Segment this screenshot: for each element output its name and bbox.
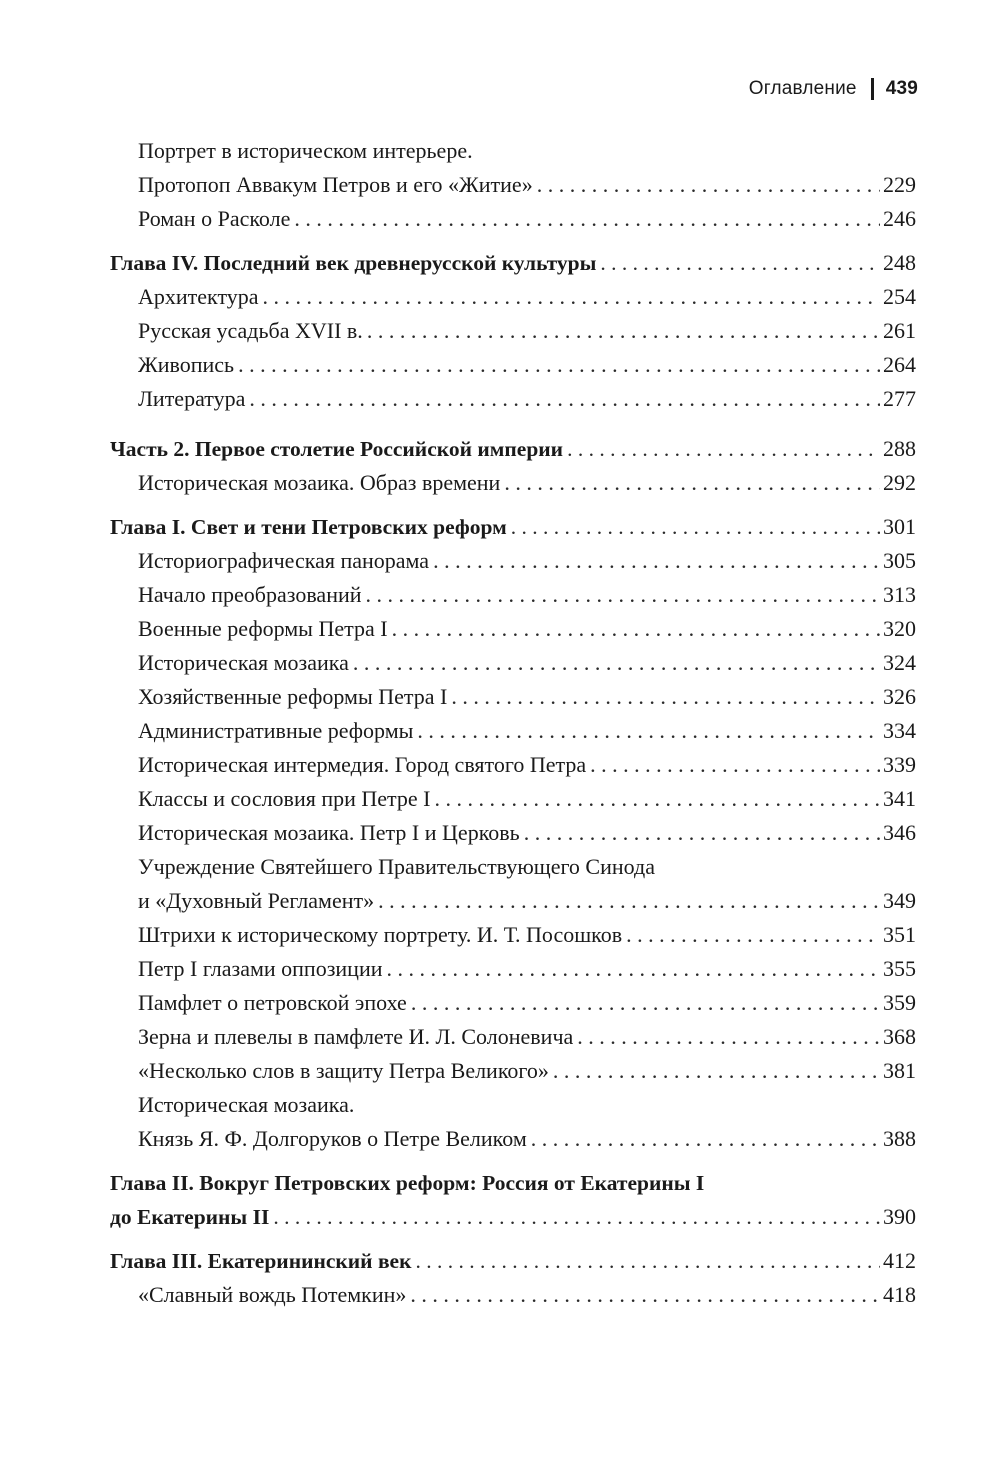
dot-leader (238, 348, 880, 382)
toc-entry-page-number: 368 (883, 1024, 916, 1049)
dot-leader (524, 816, 880, 850)
toc-entry-title: и «Духовный Регламент» (138, 888, 375, 913)
dot-leader (367, 314, 880, 348)
toc-heading-entry (110, 1166, 916, 1234)
toc-entry (110, 748, 916, 782)
toc-entry-title: Классы и сословия при Петре I (138, 786, 431, 811)
running-head-separator (871, 78, 874, 100)
dot-leader (249, 382, 880, 416)
toc-entry-title-line: Глава II. Вокруг Петровских реформ: Россия от Екатерины I (110, 1171, 705, 1195)
toc-entry-page-number: 246 (883, 206, 916, 231)
toc-entry (110, 382, 916, 416)
toc-entry-page-number: 346 (883, 820, 916, 845)
toc-entry-title: Штрихи к историческому портрету. И. Т. Посошков (138, 922, 623, 947)
toc-entry-line (138, 952, 916, 986)
toc-entry-title: Протопоп Аввакум Петров и его «Житие» (138, 172, 533, 197)
dot-leader (537, 168, 880, 202)
toc-entry (110, 646, 916, 680)
toc-entry-title: до Екатерины II (110, 1205, 270, 1229)
toc-entry-line (138, 578, 916, 612)
toc-entry-page-number: 351 (883, 922, 916, 947)
toc-entry-title: Часть 2. Первое столетие Российской империи (110, 437, 564, 461)
toc-entry-page-number: 248 (883, 250, 916, 275)
toc-heading-entry (110, 510, 916, 544)
toc-entry-page-number: 313 (883, 582, 916, 607)
toc-entry-title-line: Историческая мозаика. (138, 1092, 355, 1117)
dot-leader (531, 1122, 880, 1156)
toc-heading-entry (110, 246, 916, 280)
toc-entry-line (138, 348, 916, 382)
toc-entry-title: Административные реформы (138, 718, 414, 743)
toc-entry-page-number: 301 (883, 514, 916, 539)
toc-entry-title: Князь Я. Ф. Долгоруков о Петре Великом (138, 1126, 527, 1151)
toc-entry (110, 1088, 916, 1156)
toc-entry-page-number: 277 (883, 386, 916, 411)
dot-leader (353, 646, 880, 680)
toc-entry-page-number: 261 (883, 318, 916, 343)
table-of-contents (110, 134, 916, 1312)
toc-entry-page-number: 412 (883, 1248, 916, 1273)
dot-leader (433, 544, 880, 578)
dot-leader (273, 1200, 880, 1234)
toc-entry-line (138, 816, 916, 850)
toc-entry (110, 1054, 916, 1088)
toc-entry-title: Архитектура (138, 284, 259, 309)
toc-entry-page-number: 359 (883, 990, 916, 1015)
toc-entry-line (138, 544, 916, 578)
dot-leader (294, 202, 880, 236)
toc-entry-line (110, 1244, 916, 1278)
toc-entry-title: Военные реформы Петра I (138, 616, 388, 641)
toc-entry-page-number: 355 (883, 956, 916, 981)
toc-entry-line (138, 314, 916, 348)
dot-leader (263, 280, 880, 314)
toc-heading-entry (110, 432, 916, 466)
toc-entry (110, 578, 916, 612)
toc-entry-line (138, 1278, 916, 1312)
toc-entry (110, 952, 916, 986)
toc-entry-line (138, 714, 916, 748)
dot-leader (451, 680, 880, 714)
toc-entry-page-number: 339 (883, 752, 916, 777)
toc-heading-entry (110, 1244, 916, 1278)
toc-entry-title: «Славный вождь Потемкин» (138, 1282, 407, 1307)
dot-leader (387, 952, 881, 986)
toc-entry-line (138, 1054, 916, 1088)
toc-entry-line (138, 612, 916, 646)
dot-leader (626, 918, 880, 952)
toc-entry (110, 202, 916, 236)
toc-entry-title: Глава IV. Последний век древнерусской культуры (110, 251, 597, 275)
dot-leader (366, 578, 880, 612)
toc-entry-line (138, 280, 916, 314)
toc-entry-line (138, 1122, 916, 1156)
toc-entry-title: Зерна и плевелы в памфлете И. Л. Солоневича (138, 1024, 574, 1049)
toc-entry-line (110, 246, 916, 280)
dot-leader (577, 1020, 880, 1054)
toc-entry-page-number: 341 (883, 786, 916, 811)
toc-entry-page-number: 418 (883, 1282, 916, 1307)
toc-entry-title: Глава III. Екатерининский век (110, 1249, 412, 1273)
toc-entry-page-number: 326 (883, 684, 916, 709)
toc-entry-title: Русская усадьба XVII в. (138, 318, 363, 343)
toc-entry-title-line: Портрет в историческом интерьере. (138, 138, 473, 163)
toc-entry-title: Начало преобразований (138, 582, 362, 607)
toc-entry-title-line: Учреждение Святейшего Правительствующего Синода (138, 854, 655, 879)
toc-entry-page-number: 390 (883, 1204, 916, 1229)
toc-entry-page-number: 349 (883, 888, 916, 913)
toc-entry-page-number: 229 (883, 172, 916, 197)
toc-entry-title: Памфлет о петровской эпохе (138, 990, 407, 1015)
toc-entry (110, 1020, 916, 1054)
toc-entry-page-number: 305 (883, 548, 916, 573)
toc-entry-page-number: 334 (883, 718, 916, 743)
toc-entry-line (138, 782, 916, 816)
dot-leader (410, 1278, 880, 1312)
toc-entry-line (110, 432, 916, 466)
toc-entry-line (138, 646, 916, 680)
toc-entry (110, 782, 916, 816)
toc-entry (110, 134, 916, 202)
toc-entry (110, 918, 916, 952)
toc-entry (110, 850, 916, 918)
toc-entry-title: Историческая мозаика. Образ времени (138, 470, 501, 495)
page-number: 439 (885, 78, 918, 99)
toc-entry-line (138, 884, 916, 918)
dot-leader (392, 612, 880, 646)
toc-entry (110, 680, 916, 714)
toc-entry-title: «Несколько слов в защиту Петра Великого» (138, 1058, 549, 1083)
toc-entry (110, 986, 916, 1020)
dot-leader (600, 246, 880, 280)
toc-entry (110, 280, 916, 314)
toc-entry (110, 1278, 916, 1312)
dot-leader (553, 1054, 880, 1088)
toc-entry-title: Петр I глазами оппозиции (138, 956, 383, 981)
toc-entry-page-number: 254 (883, 284, 916, 309)
toc-entry-line (138, 680, 916, 714)
dot-leader (411, 986, 880, 1020)
toc-entry-title: Литература (138, 386, 246, 411)
toc-entry (110, 348, 916, 382)
dot-leader (378, 884, 880, 918)
toc-entry-line (138, 1020, 916, 1054)
dot-leader (511, 510, 880, 544)
running-head-title: Оглавление (748, 78, 857, 99)
toc-entry-line (138, 918, 916, 952)
toc-entry-line (138, 748, 916, 782)
toc-entry-page-number: 320 (883, 616, 916, 641)
dot-leader (504, 466, 880, 500)
toc-entry-page-number: 288 (883, 436, 916, 461)
toc-entry-title: Историографическая панорама (138, 548, 430, 573)
dot-leader (415, 1244, 880, 1278)
dot-leader (417, 714, 880, 748)
toc-entry-title: Историческая интермедия. Город святого Петра (138, 752, 587, 777)
dot-leader (567, 432, 880, 466)
running-head (749, 78, 918, 100)
toc-entry-title: Глава I. Свет и тени Петровских реформ (110, 515, 507, 539)
toc-entry-line (110, 510, 916, 544)
toc-entry-page-number: 324 (883, 650, 916, 675)
toc-entry-page-number: 292 (883, 470, 916, 495)
toc-entry-page-number: 381 (883, 1058, 916, 1083)
dot-leader (435, 782, 880, 816)
toc-entry-line (138, 168, 916, 202)
toc-entry-line (110, 1200, 916, 1234)
toc-entry (110, 314, 916, 348)
toc-entry (110, 612, 916, 646)
toc-entry (110, 466, 916, 500)
toc-entry-line (138, 466, 916, 500)
dot-leader (590, 748, 880, 782)
toc-entry-title: Хозяйственные реформы Петра I (138, 684, 448, 709)
toc-entry-page-number: 388 (883, 1126, 916, 1151)
toc-entry-title: Историческая мозаика (138, 650, 349, 675)
toc-entry-title: Роман о Расколе (138, 206, 291, 231)
toc-entry (110, 816, 916, 850)
toc-entry-title: Историческая мозаика. Петр I и Церковь (138, 820, 520, 845)
toc-entry (110, 544, 916, 578)
toc-entry-line (138, 986, 916, 1020)
toc-entry-line (138, 382, 916, 416)
toc-entry (110, 714, 916, 748)
toc-entry-page-number: 264 (883, 352, 916, 377)
toc-entry-title: Живопись (138, 352, 235, 377)
toc-entry-line (138, 202, 916, 236)
